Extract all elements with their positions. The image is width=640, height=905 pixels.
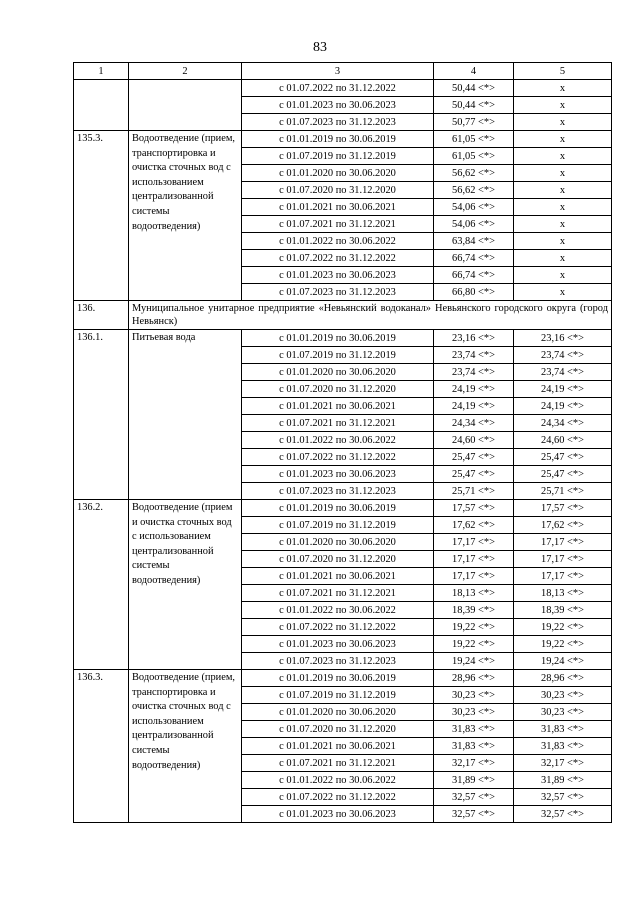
- tariff-value-vat-cell: 23,74 <*>: [514, 347, 612, 364]
- row-number: 136.1.: [74, 330, 129, 500]
- tariff-value-cell: 24,60 <*>: [434, 432, 514, 449]
- tariff-value-cell: 31,83 <*>: [434, 721, 514, 738]
- period-cell: с 01.07.2021 по 31.12.2021: [242, 585, 434, 602]
- tariff-value-cell: 17,62 <*>: [434, 517, 514, 534]
- tariff-row: [74, 330, 612, 347]
- tariff-value-cell: 32,57 <*>: [434, 806, 514, 823]
- tariff-row: [74, 80, 612, 97]
- tariff-value-cell: 17,17 <*>: [434, 568, 514, 585]
- tariff-value-cell: 25,47 <*>: [434, 449, 514, 466]
- tariff-value-cell: 32,57 <*>: [434, 789, 514, 806]
- page-number: 83: [313, 40, 327, 55]
- period-cell: с 01.07.2019 по 31.12.2019: [242, 687, 434, 704]
- tariff-value-cell: 61,05 <*>: [434, 131, 514, 148]
- header-cell: 1: [74, 63, 129, 80]
- tariff-value-cell: 18,13 <*>: [434, 585, 514, 602]
- row-number: 135.3.: [74, 131, 129, 301]
- tariff-value-vat-cell: 17,17 <*>: [514, 534, 612, 551]
- row-number: [74, 80, 129, 131]
- tariff-row: [74, 500, 612, 517]
- period-cell: с 01.07.2023 по 31.12.2023: [242, 114, 434, 131]
- tariff-value-vat-cell: 17,17 <*>: [514, 568, 612, 585]
- tariff-value-cell: 23,74 <*>: [434, 364, 514, 381]
- tariff-value-cell: 30,23 <*>: [434, 704, 514, 721]
- period-cell: с 01.01.2019 по 30.06.2019: [242, 131, 434, 148]
- period-cell: с 01.01.2023 по 30.06.2023: [242, 97, 434, 114]
- tariff-value-cell: 28,96 <*>: [434, 670, 514, 687]
- tariff-value-vat-cell: 24,60 <*>: [514, 432, 612, 449]
- tariff-row: [74, 131, 612, 148]
- tariff-value-cell: 30,23 <*>: [434, 687, 514, 704]
- tariff-value-vat-cell: x: [514, 284, 612, 301]
- period-cell: с 01.01.2021 по 30.06.2021: [242, 568, 434, 585]
- period-cell: с 01.07.2023 по 31.12.2023: [242, 653, 434, 670]
- tariff-value-cell: 23,16 <*>: [434, 330, 514, 347]
- tariff-value-cell: 24,34 <*>: [434, 415, 514, 432]
- tariff-value-vat-cell: 17,57 <*>: [514, 500, 612, 517]
- tariff-value-cell: 24,19 <*>: [434, 398, 514, 415]
- tariff-value-cell: 19,24 <*>: [434, 653, 514, 670]
- header-cell: 5: [514, 63, 612, 80]
- tariff-value-vat-cell: 19,24 <*>: [514, 653, 612, 670]
- tariff-value-vat-cell: x: [514, 233, 612, 250]
- period-cell: с 01.07.2023 по 31.12.2023: [242, 483, 434, 500]
- tariff-value-cell: 66,80 <*>: [434, 284, 514, 301]
- tariff-value-cell: 23,74 <*>: [434, 347, 514, 364]
- period-cell: с 01.07.2019 по 31.12.2019: [242, 517, 434, 534]
- period-cell: с 01.01.2019 по 30.06.2019: [242, 330, 434, 347]
- tariff-value-vat-cell: 19,22 <*>: [514, 619, 612, 636]
- period-cell: с 01.01.2022 по 30.06.2022: [242, 233, 434, 250]
- period-cell: с 01.07.2022 по 31.12.2022: [242, 619, 434, 636]
- tariff-value-cell: 31,83 <*>: [434, 738, 514, 755]
- period-cell: с 01.07.2020 по 31.12.2020: [242, 551, 434, 568]
- period-cell: с 01.07.2022 по 31.12.2022: [242, 789, 434, 806]
- tariff-value-vat-cell: 31,83 <*>: [514, 721, 612, 738]
- header-cell: 4: [434, 63, 514, 80]
- period-cell: с 01.07.2021 по 31.12.2021: [242, 755, 434, 772]
- row-number: 136.3.: [74, 670, 129, 823]
- tariff-value-vat-cell: x: [514, 80, 612, 97]
- period-cell: с 01.01.2022 по 30.06.2022: [242, 432, 434, 449]
- header-row: [74, 63, 612, 80]
- period-cell: с 01.01.2023 по 30.06.2023: [242, 636, 434, 653]
- tariff-value-vat-cell: x: [514, 97, 612, 114]
- tariff-value-cell: 61,05 <*>: [434, 148, 514, 165]
- tariff-table: [73, 62, 612, 823]
- period-cell: с 01.01.2021 по 30.06.2021: [242, 398, 434, 415]
- service-name: Водоотведение (прием и очистка сточных вод с использованием централизованной системы водоотведения): [129, 500, 242, 670]
- tariff-value-cell: 54,06 <*>: [434, 216, 514, 233]
- header-cell: 3: [242, 63, 434, 80]
- tariff-value-vat-cell: 24,34 <*>: [514, 415, 612, 432]
- tariff-value-cell: 24,19 <*>: [434, 381, 514, 398]
- tariff-value-cell: 25,71 <*>: [434, 483, 514, 500]
- period-cell: с 01.07.2022 по 31.12.2022: [242, 250, 434, 267]
- period-cell: с 01.01.2019 по 30.06.2019: [242, 500, 434, 517]
- tariff-value-vat-cell: 32,17 <*>: [514, 755, 612, 772]
- tariff-value-vat-cell: 25,47 <*>: [514, 466, 612, 483]
- tariff-value-vat-cell: x: [514, 148, 612, 165]
- header-cell: 2: [129, 63, 242, 80]
- period-cell: с 01.01.2020 по 30.06.2020: [242, 534, 434, 551]
- row-number: 136.2.: [74, 500, 129, 670]
- tariff-value-cell: 54,06 <*>: [434, 199, 514, 216]
- tariff-value-cell: 50,44 <*>: [434, 80, 514, 97]
- tariff-value-vat-cell: 23,16 <*>: [514, 330, 612, 347]
- tariff-value-vat-cell: x: [514, 182, 612, 199]
- period-cell: с 01.07.2020 по 31.12.2020: [242, 721, 434, 738]
- tariff-row: [74, 670, 612, 687]
- organization-row: [74, 301, 612, 330]
- tariff-value-cell: 66,74 <*>: [434, 267, 514, 284]
- tariff-value-cell: 56,62 <*>: [434, 165, 514, 182]
- period-cell: с 01.07.2021 по 31.12.2021: [242, 216, 434, 233]
- tariff-value-vat-cell: 30,23 <*>: [514, 687, 612, 704]
- tariff-value-vat-cell: 24,19 <*>: [514, 398, 612, 415]
- tariff-value-vat-cell: x: [514, 199, 612, 216]
- tariff-value-vat-cell: 24,19 <*>: [514, 381, 612, 398]
- tariff-value-vat-cell: 17,17 <*>: [514, 551, 612, 568]
- period-cell: с 01.01.2020 по 30.06.2020: [242, 364, 434, 381]
- tariff-value-vat-cell: x: [514, 131, 612, 148]
- tariff-value-vat-cell: 17,62 <*>: [514, 517, 612, 534]
- tariff-value-cell: 56,62 <*>: [434, 182, 514, 199]
- tariff-value-vat-cell: 25,71 <*>: [514, 483, 612, 500]
- period-cell: с 01.07.2022 по 31.12.2022: [242, 449, 434, 466]
- tariff-value-cell: 66,74 <*>: [434, 250, 514, 267]
- tariff-value-cell: 25,47 <*>: [434, 466, 514, 483]
- tariff-value-vat-cell: 30,23 <*>: [514, 704, 612, 721]
- tariff-value-cell: 50,44 <*>: [434, 97, 514, 114]
- tariff-value-cell: 50,77 <*>: [434, 114, 514, 131]
- tariff-value-vat-cell: x: [514, 267, 612, 284]
- tariff-value-vat-cell: 18,39 <*>: [514, 602, 612, 619]
- tariff-value-cell: 18,39 <*>: [434, 602, 514, 619]
- tariff-value-vat-cell: x: [514, 216, 612, 233]
- period-cell: с 01.07.2019 по 31.12.2019: [242, 148, 434, 165]
- period-cell: с 01.01.2022 по 30.06.2022: [242, 602, 434, 619]
- service-name: Водоотведение (прием, транспортировка и очистка сточных вод с использованием централизованной системы водоотведения): [129, 670, 242, 823]
- period-cell: с 01.01.2023 по 30.06.2023: [242, 267, 434, 284]
- tariff-value-cell: 17,57 <*>: [434, 500, 514, 517]
- period-cell: с 01.01.2022 по 30.06.2022: [242, 772, 434, 789]
- period-cell: с 01.07.2020 по 31.12.2020: [242, 182, 434, 199]
- tariff-value-vat-cell: 31,83 <*>: [514, 738, 612, 755]
- tariff-value-cell: 17,17 <*>: [434, 551, 514, 568]
- tariff-value-vat-cell: 19,22 <*>: [514, 636, 612, 653]
- tariff-value-cell: 31,89 <*>: [434, 772, 514, 789]
- tariff-value-vat-cell: 18,13 <*>: [514, 585, 612, 602]
- tariff-value-vat-cell: 28,96 <*>: [514, 670, 612, 687]
- tariff-value-vat-cell: 23,74 <*>: [514, 364, 612, 381]
- tariff-value-vat-cell: 32,57 <*>: [514, 789, 612, 806]
- period-cell: с 01.01.2021 по 30.06.2021: [242, 199, 434, 216]
- organization-name: Муниципальное унитарное предприятие «Невьянский водоканал» Невьянского городского округа (город Невьянск): [129, 301, 612, 330]
- period-cell: с 01.01.2019 по 30.06.2019: [242, 670, 434, 687]
- period-cell: с 01.07.2019 по 31.12.2019: [242, 347, 434, 364]
- tariff-table-body: [74, 63, 612, 823]
- row-number: 136.: [74, 301, 129, 330]
- period-cell: с 01.07.2022 по 31.12.2022: [242, 80, 434, 97]
- period-cell: с 01.01.2020 по 30.06.2020: [242, 704, 434, 721]
- tariff-value-cell: 19,22 <*>: [434, 636, 514, 653]
- service-name: [129, 80, 242, 131]
- period-cell: с 01.07.2020 по 31.12.2020: [242, 381, 434, 398]
- tariff-value-vat-cell: x: [514, 114, 612, 131]
- tariff-value-vat-cell: x: [514, 250, 612, 267]
- tariff-value-cell: 17,17 <*>: [434, 534, 514, 551]
- tariff-value-vat-cell: 31,89 <*>: [514, 772, 612, 789]
- tariff-value-cell: 19,22 <*>: [434, 619, 514, 636]
- period-cell: с 01.07.2023 по 31.12.2023: [242, 284, 434, 301]
- period-cell: с 01.01.2023 по 30.06.2023: [242, 806, 434, 823]
- service-name: Питьевая вода: [129, 330, 242, 500]
- tariff-value-vat-cell: x: [514, 165, 612, 182]
- period-cell: с 01.01.2023 по 30.06.2023: [242, 466, 434, 483]
- period-cell: с 01.01.2021 по 30.06.2021: [242, 738, 434, 755]
- tariff-value-vat-cell: 32,57 <*>: [514, 806, 612, 823]
- service-name: Водоотведение (прием, транспортировка и очистка сточных вод с использованием централизованной системы водоотведения): [129, 131, 242, 301]
- period-cell: с 01.01.2020 по 30.06.2020: [242, 165, 434, 182]
- period-cell: с 01.07.2021 по 31.12.2021: [242, 415, 434, 432]
- tariff-value-cell: 32,17 <*>: [434, 755, 514, 772]
- tariff-value-cell: 63,84 <*>: [434, 233, 514, 250]
- tariff-value-vat-cell: 25,47 <*>: [514, 449, 612, 466]
